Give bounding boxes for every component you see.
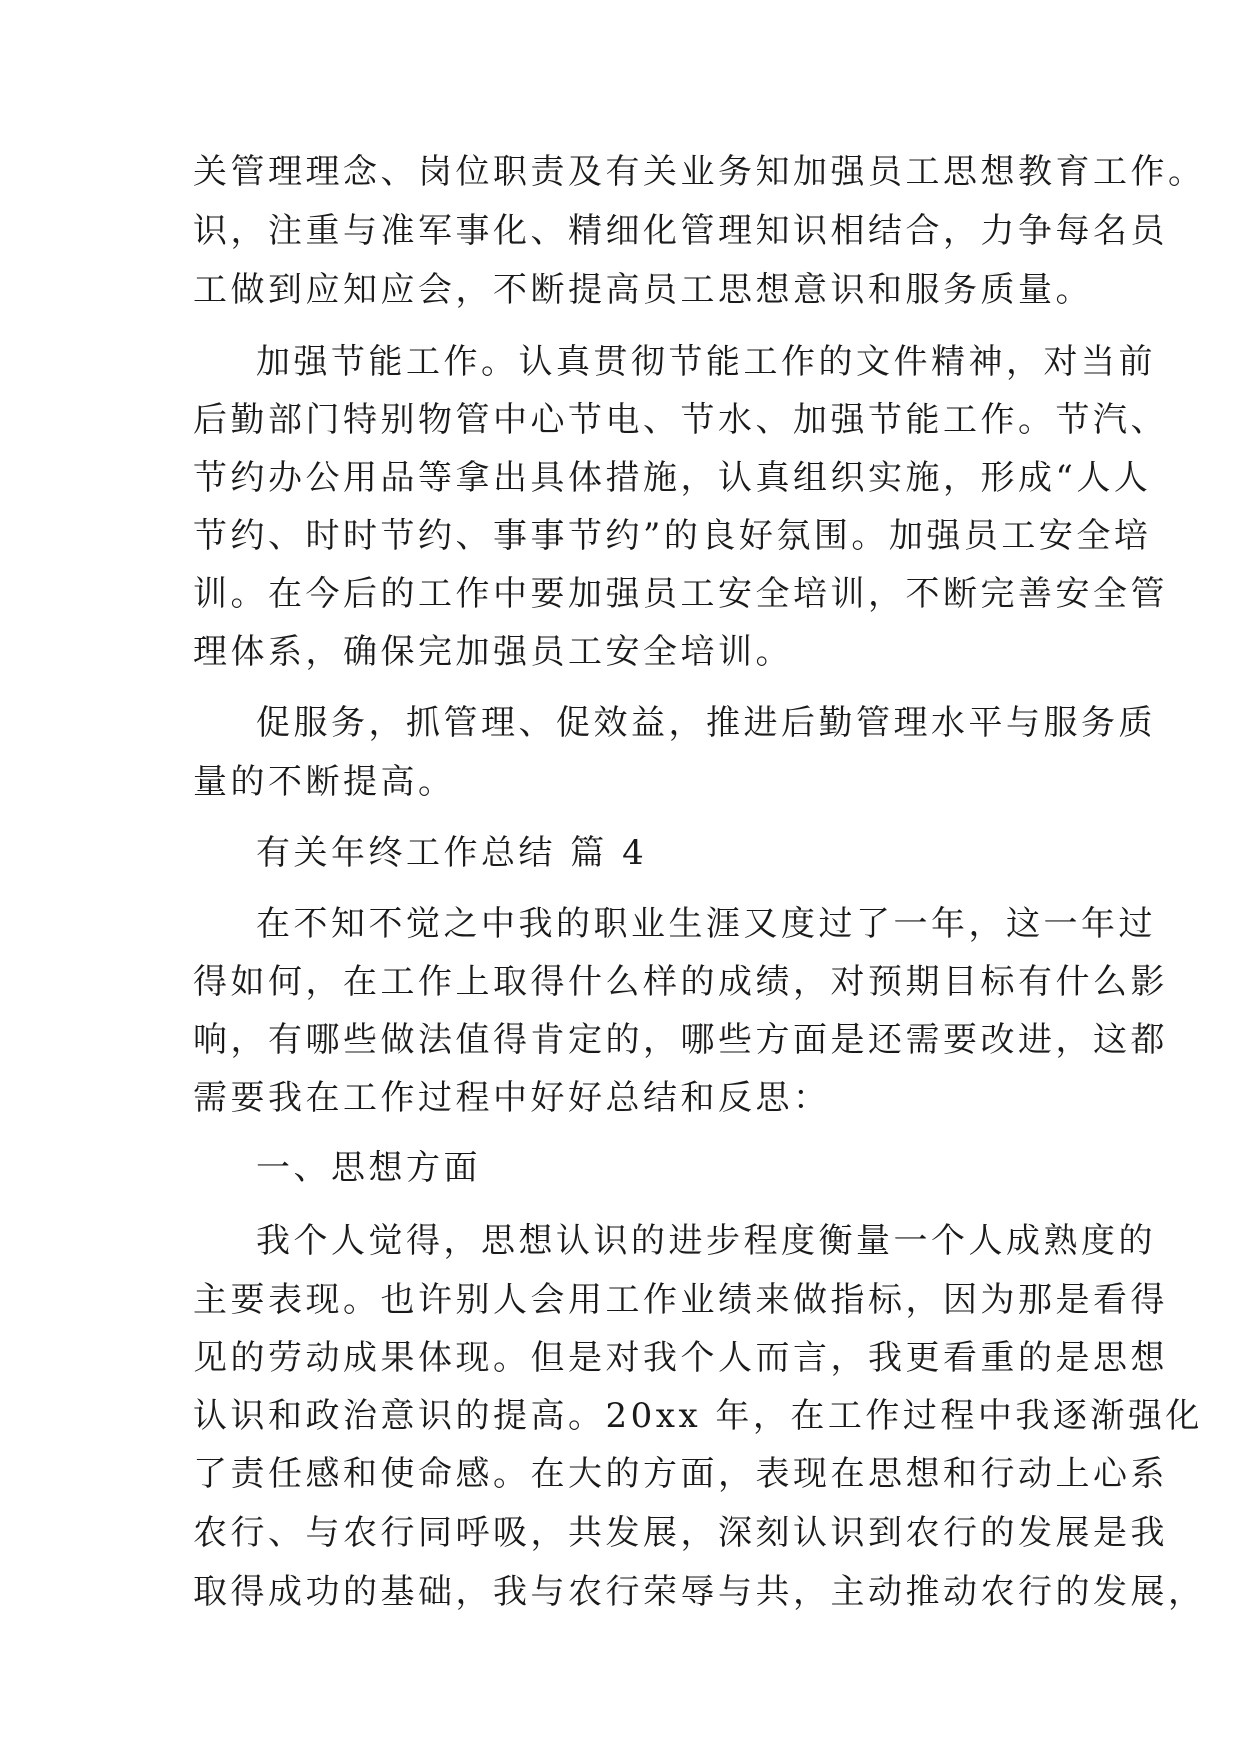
text-line: 了责任感和使命感。在大的方面，表现在思想和行动上心系 [193, 1454, 1168, 1494]
text-line: 后勤部门特别物管中心节电、节水、加强节能工作。节汽、 [193, 400, 1168, 440]
text-line: 响，有哪些做法值得肯定的，哪些方面是还需要改进，这都 [193, 1020, 1168, 1060]
paragraph-first-line: 我个人觉得，思想认识的进步程度衡量一个人成熟度的 [256, 1221, 1156, 1261]
paragraph-first-line: 促服务，抓管理、促效益，推进后勤管理水平与服务质 [256, 703, 1156, 743]
text-line: 工做到应知应会，不断提高员工思想意识和服务质量。 [193, 270, 1093, 310]
paragraph-first-line: 加强节能工作。认真贯彻节能工作的文件精神，对当前 [256, 342, 1156, 382]
text-line: 农行、与农行同呼吸，共发展，深刻认识到农行的发展是我 [193, 1513, 1168, 1553]
text-line: 理体系，确保完加强员工安全培训。 [193, 632, 793, 672]
paragraph-first-line: 在不知不觉之中我的职业生涯又度过了一年，这一年过 [256, 904, 1156, 944]
text-line: 识，注重与准军事化、精细化管理知识相结合，力争每名员 [193, 211, 1168, 251]
text-line: 取得成功的基础，我与农行荣辱与共，主动推动农行的发展， [193, 1572, 1206, 1612]
text-line: 需要我在工作过程中好好总结和反思： [193, 1078, 831, 1118]
text-line: 见的劳动成果体现。但是对我个人而言，我更看重的是思想 [193, 1338, 1168, 1378]
text-line: 关管理理念、岗位职责及有关业务知加强员工思想教育工作。 [193, 152, 1206, 192]
text-line: 量的不断提高。 [193, 762, 456, 802]
text-line: 节约、时时节约、事事节约”的良好氛围。加强员工安全培 [193, 516, 1152, 556]
text-line: 得如何，在工作上取得什么样的成绩，对预期目标有什么影 [193, 962, 1168, 1002]
text-line: 主要表现。也许别人会用工作业绩来做指标，因为那是看得 [193, 1280, 1168, 1320]
text-line: 认识和政治意识的提高。20xx 年，在工作过程中我逐渐强化 [193, 1396, 1203, 1436]
section-heading: 有关年终工作总结 篇 4 [256, 833, 648, 873]
text-line: 节约办公用品等拿出具体措施，认真组织实施，形成“人人 [193, 458, 1152, 498]
subsection-heading: 一、思想方面 [256, 1148, 481, 1188]
text-line: 训。在今后的工作中要加强员工安全培训，不断完善安全管 [193, 574, 1168, 614]
